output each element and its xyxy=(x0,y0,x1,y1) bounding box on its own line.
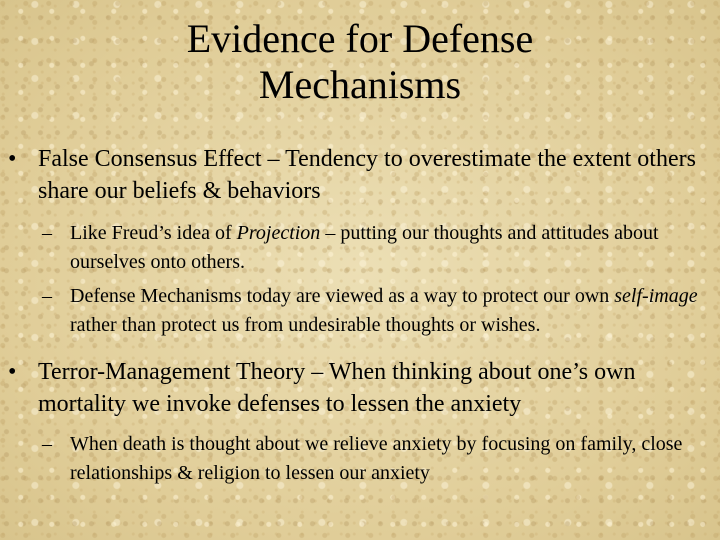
sub-bullet-emphasis: Projection xyxy=(236,222,321,244)
sub-bullet-emphasis: self-image xyxy=(614,285,698,307)
bullet-false-consensus xyxy=(0,143,720,207)
sub-bullet-death-anxiety xyxy=(0,430,720,488)
sub-bullet-text-before: Defense Mechanisms today are viewed as a way to protect our own xyxy=(70,285,615,307)
bullet-terror-management xyxy=(0,356,720,420)
sub-bullet-list xyxy=(0,430,720,488)
sub-bullet-marker: – xyxy=(42,285,52,307)
bullet-text: Terror-Management Theory – When thinking about one’s own mortality we invoke defenses to lessen the anxiety xyxy=(38,359,636,417)
sub-bullet-text-after: – putting our thoughts and attitudes about ourselves onto others. xyxy=(70,222,659,273)
sub-bullet-text-after: rather than protect us from undesirable thoughts or wishes. xyxy=(70,314,541,336)
bullet-marker: • xyxy=(8,146,17,172)
sub-bullet-list xyxy=(0,219,720,340)
sub-bullet-marker: – xyxy=(42,433,52,455)
slide-content xyxy=(0,143,720,488)
slide-title: Evidence for Defense Mechanisms xyxy=(186,16,534,107)
sub-bullet-marker: – xyxy=(42,222,52,244)
sub-bullet-projection xyxy=(0,219,720,277)
bullet-text: False Consensus Effect – Tendency to overestimate the extent others share our beliefs & behaviors xyxy=(38,146,696,204)
bullet-marker: • xyxy=(8,359,17,385)
sub-bullet-text-before: When death is thought about we relieve anxiety by focusing on family, close relationships & religion to lessen our anxiety xyxy=(70,433,683,484)
sub-bullet-text-before: Like Freud’s idea of xyxy=(70,222,237,244)
sub-bullet-self-image xyxy=(0,282,720,340)
